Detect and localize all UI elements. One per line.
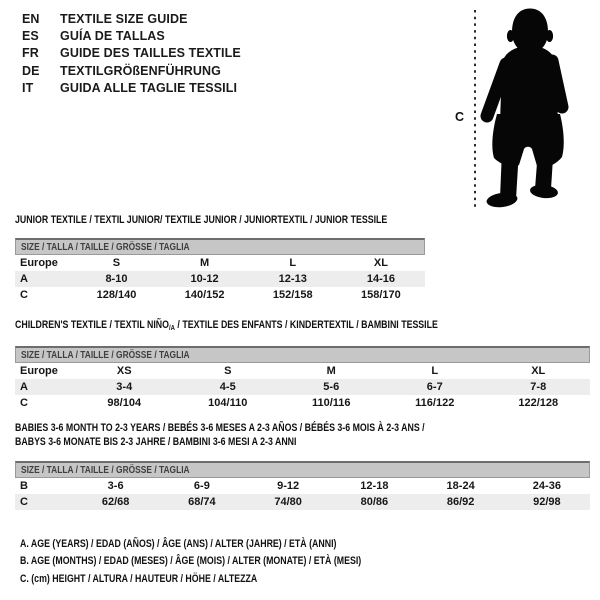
children-table-title [15, 319, 544, 335]
table-cell: 98/104 [107, 397, 142, 409]
table-cell: 12-13 [278, 273, 307, 285]
language-label: GUÍA DE TALLAS [60, 29, 165, 44]
table-cell: 128/140 [96, 289, 137, 301]
language-row-en [22, 11, 241, 28]
children-table-title-text [15, 319, 438, 335]
table-cell: 62/68 [101, 496, 130, 508]
language-code: ES [22, 29, 39, 44]
table-cell: 9-12 [277, 480, 300, 492]
babies-size-table [15, 478, 590, 510]
table-cell: 86/92 [446, 496, 475, 508]
note-a [20, 536, 447, 553]
table-cell: XL [531, 365, 546, 377]
language-row-es [22, 28, 241, 45]
babies-table [15, 461, 590, 510]
table-cell: 158/170 [361, 289, 401, 301]
table-cell: M [326, 365, 336, 377]
table-cell: 92/98 [533, 496, 561, 508]
row-label-cell: A [20, 273, 28, 285]
language-row-fr [22, 45, 241, 62]
table-cell: XS [116, 365, 132, 377]
junior-size-table [15, 255, 425, 303]
size-header-text: SIZE / TALLA / TAILLE / GRÖSSE / TAGLIA [21, 464, 190, 476]
children-size-table [15, 363, 590, 411]
table-cell: 14-16 [366, 273, 395, 285]
table-cell: 5-6 [323, 381, 340, 393]
table-cell: 152/158 [272, 289, 313, 301]
size-header-bar [15, 461, 590, 478]
note-b-text: B. AGE (MONTHS) / EDAD (MESES) / ÂGE (MOIS) / ALTER (MONATE) / ETÀ (MESI) [20, 555, 362, 568]
legend-notes [20, 536, 447, 588]
language-list [22, 11, 241, 97]
table-cell: L [289, 257, 297, 269]
language-label: GUIDE DES TAILLES TEXTILE [60, 46, 241, 61]
table-row [15, 363, 590, 379]
table-cell: S [112, 257, 121, 269]
note-c-text: C. (cm) HEIGHT / ALTURA / HAUTEUR / HÖHE / ALTEZZA [20, 572, 258, 585]
size-header-text: SIZE / TALLA / TAILLE / GRÖSSE / TAGLIA [21, 349, 190, 361]
table-row [15, 255, 425, 271]
babies-title-line1: BABIES 3-6 MONTH TO 2-3 YEARS / BEBÉS 3-6 MESES A 2-3 AÑOS / BÉBÉS 3-6 MOIS À 2-3 ANS / [15, 422, 425, 434]
table-cell: 122/128 [518, 397, 559, 409]
table-cell: 116/122 [415, 397, 455, 409]
note-b [20, 553, 447, 570]
table-row [15, 287, 425, 303]
language-row-de [22, 63, 241, 80]
table-cell: 3-6 [107, 480, 124, 492]
table-cell: 6-9 [193, 480, 210, 492]
language-code: IT [22, 80, 34, 95]
language-label: GUIDA ALLE TAGLIE TESSILI [60, 80, 238, 95]
row-label-cell: Europe [20, 365, 58, 377]
height-label: C [455, 110, 465, 124]
baby-silhouette-svg [440, 0, 600, 215]
row-label-cell: A [20, 381, 28, 393]
size-header-bar [15, 238, 425, 255]
table-cell: 7-8 [530, 381, 547, 393]
note-c [20, 571, 447, 588]
row-label-cell: C [20, 496, 28, 508]
title-part: CHILDREN'S TEXTILE / TEXTIL NIÑO [15, 319, 169, 331]
language-code: FR [22, 46, 39, 61]
note-a-text: A. AGE (YEARS) / EDAD (AÑOS) / ÂGE (ANS) / ALTER (JAHRE) / ETÀ (ANNI) [20, 538, 337, 550]
junior-table-title [15, 214, 480, 228]
baby-silhouette [486, 9, 564, 209]
language-label: TEXTILGRÖßENFÜHRUNG [60, 63, 221, 78]
table-row [15, 271, 425, 287]
row-label-cell: C [20, 397, 28, 409]
table-cell: M [200, 257, 210, 269]
table-cell: 110/116 [311, 397, 351, 409]
table-row [15, 494, 590, 510]
table-cell: 74/80 [274, 496, 302, 508]
babies-title-line2: BABYS 3-6 MONATE BIS 2-3 JAHRE / BAMBINI 3-6 MESI A 2-3 ANNI [15, 435, 297, 448]
table-cell: 80/86 [360, 496, 389, 508]
babies-table-title [15, 422, 527, 449]
children-table [15, 346, 590, 411]
size-header-text: SIZE / TALLA / TAILLE / GRÖSSE / TAGLIA [21, 241, 190, 253]
table-cell: 68/74 [188, 496, 216, 508]
language-code: EN [22, 12, 40, 26]
table-cell: L [431, 365, 439, 377]
row-label-cell: Europe [20, 257, 58, 269]
table-cell: 104/110 [208, 397, 248, 409]
table-row [15, 395, 590, 411]
table-cell: 6-7 [426, 381, 443, 393]
table-cell: XL [373, 257, 388, 269]
table-cell: 18-24 [446, 480, 475, 492]
table-cell: 140/152 [184, 289, 225, 301]
language-row-it [22, 80, 241, 97]
table-cell: 8-10 [105, 273, 128, 285]
junior-table [15, 238, 425, 303]
baby-figure [440, 0, 600, 215]
size-header-bar [15, 346, 590, 363]
table-row [15, 478, 590, 494]
table-cell: 4-5 [219, 381, 236, 393]
table-cell: 3-4 [116, 381, 133, 393]
table-row [15, 379, 590, 395]
table-cell: 12-18 [360, 480, 389, 492]
language-label: TEXTILE SIZE GUIDE [60, 12, 188, 26]
row-label-cell: C [20, 289, 28, 301]
table-cell: 24-36 [532, 480, 561, 492]
language-code: DE [22, 63, 40, 78]
table-cell: S [224, 365, 232, 377]
table-cell: 10-12 [190, 273, 219, 285]
title-subscript: /A [168, 323, 175, 332]
title-part: / TEXTILE DES ENFANTS / KINDERTEXTIL / BAMBINI TESSILE [174, 319, 438, 331]
row-label-cell: B [20, 480, 28, 492]
junior-table-title-text: JUNIOR TEXTILE / TEXTIL JUNIOR/ TEXTILE JUNIOR / JUNIORTEXTIL / JUNIOR TESSILE [15, 214, 388, 226]
